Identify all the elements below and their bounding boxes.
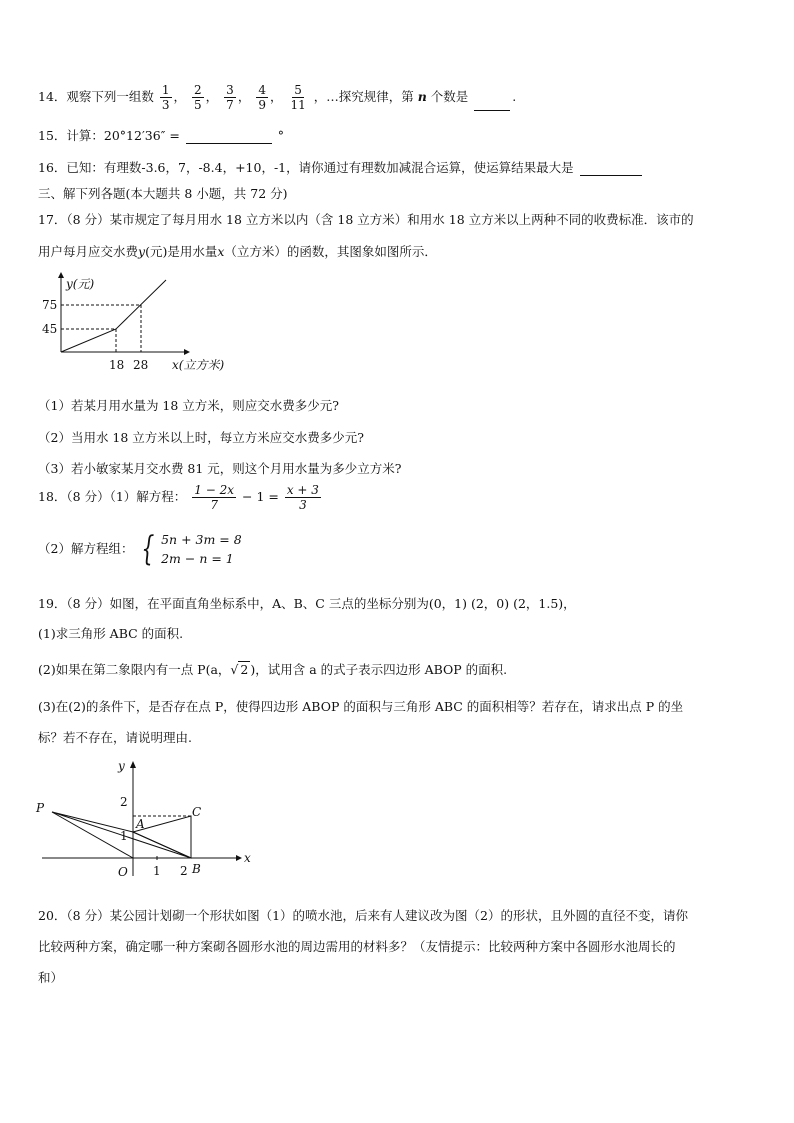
q18-equation-system: { 5n + 3m = 8 2m − n = 1 bbox=[141, 529, 242, 570]
q17-sub-1: （1）若某月用水量为 18 立方米，则应交水费多少元? bbox=[38, 398, 340, 413]
q14-fraction-1: $\frac{1}{3}$ bbox=[161, 83, 170, 112]
q17-water-fee-graph bbox=[36, 270, 256, 380]
label-A: A bbox=[136, 817, 145, 831]
label-y: y bbox=[118, 759, 125, 773]
y-axis-arrow bbox=[58, 272, 64, 278]
tick-label-x2: 2 bbox=[180, 864, 188, 878]
q19-line-1: 19．（8 分）如图，在平面直角坐标系中，A、B、C 三点的坐标分别为(0，1) (2，0) (2，1.5)， bbox=[38, 596, 576, 611]
x-axis-label: x(立方米) bbox=[172, 358, 225, 372]
y-axis-arrow bbox=[130, 761, 136, 768]
x-axis-arrow bbox=[236, 855, 242, 861]
q14-fraction-5: $\frac{5}{11}$ bbox=[290, 83, 306, 112]
q17-line-2: 用户每月应交水费y(元)是用水量x（立方米）的函数，其图象如图所示． bbox=[38, 244, 437, 259]
q20-line-3: 和） bbox=[38, 970, 64, 985]
answer-blank[interactable] bbox=[186, 142, 272, 144]
question-15: 15．计算：20°12′36″ = ° bbox=[38, 128, 285, 143]
x-axis-arrow bbox=[184, 349, 190, 355]
label-x: x bbox=[244, 851, 251, 865]
q14-fraction-3: $\frac{3}{7}$ bbox=[226, 83, 234, 112]
q17-line-1: 17．（8 分）某市规定了每月用水 18 立方米以内（含 18 立方米）和用水 18 立方米以上两种不同的收费标准．该市的 bbox=[38, 212, 694, 227]
y-tick-45: 45 bbox=[42, 322, 58, 336]
q18-fraction-1: $\frac{1 - 2x}{7}$ bbox=[194, 483, 235, 512]
q18-fraction-2: $\frac{x + 3}{3}$ bbox=[286, 483, 319, 512]
tick-label-y1: 1 bbox=[120, 829, 128, 843]
q17-sub-2: （2）当用水 18 立方米以上时，每立方米应交水费多少元? bbox=[38, 430, 365, 445]
q19-coordinate-figure bbox=[30, 756, 260, 882]
q19-sub-3b: 标？若不存在，请说明理由. bbox=[38, 730, 192, 745]
q19-sub-2: (2)如果在第二象限内有一点 P(a，√ 2 )，试用含 a 的式子表示四边形 ABOP 的面积. bbox=[38, 662, 508, 677]
label-P: P bbox=[36, 801, 45, 815]
label-B: B bbox=[192, 862, 201, 876]
question-18-part-1: 18．（8 分）（1）解方程： $\frac{1 - 2x}{7}$ − 1 = $\frac{x + 3}{3}$ bbox=[38, 483, 319, 512]
q14-fraction-2: $\frac{2}{5}$ bbox=[194, 83, 202, 112]
label-O: O bbox=[118, 865, 128, 879]
section-heading: 三、解下列各题(本大题共 8 小题，共 72 分) bbox=[38, 186, 288, 201]
q17-sub-3: （3）若小敏家某月交水费 81 元，则这个月用水量为多少立方米? bbox=[38, 461, 402, 476]
y-axis-label: y(元) bbox=[66, 277, 95, 291]
question-18-part-2: （2）解方程组： { 5n + 3m = 8 2m − n = 1 bbox=[38, 529, 242, 570]
q14-fraction-4: $\frac{4}{9}$ bbox=[258, 83, 266, 112]
answer-blank[interactable] bbox=[580, 174, 642, 176]
q19-sub-3a: (3)在(2)的条件下，是否存在点 P，使得四边形 ABOP 的面积与三角形 ABC 的面积相等？若存在，请求出点 P 的坐 bbox=[38, 699, 684, 714]
y-tick-75: 75 bbox=[42, 298, 58, 312]
tick-label-x1: 1 bbox=[153, 864, 161, 878]
answer-blank[interactable] bbox=[474, 109, 510, 111]
tick-label-y2: 2 bbox=[120, 795, 128, 809]
x-tick-18: 18 bbox=[109, 358, 125, 372]
question-16: 16．已知：有理数-3.6，7，-8.4，+10，-1，请你通过有理数加减混合运算，使运算结果最大是 bbox=[38, 158, 644, 176]
question-14: 14．观察下列一组数 $\frac{1}{3}$ ， $\frac{2}{5}$ ， $\frac{3}{7}$ ， $\frac{4}{9}$ ， $\frac{5}{11}$ ，…探究规律，第 n 个数是 . bbox=[38, 83, 517, 112]
q20-line-2: 比较两种方案，确定哪一种方案砌各圆形水池的周边需用的材料多？（友情提示：比较两种方案中各圆形水池周长的 bbox=[38, 939, 676, 954]
q20-line-1: 20．（8 分）某公园计划砌一个形状如图（1）的喷水池，后来有人建议改为图（2）的形状，且外圆的直径不变，请你 bbox=[38, 908, 688, 923]
q19-sub-1: (1)求三角形 ABC 的面积. bbox=[38, 626, 184, 641]
q14-prefix: 14．观察下列一组数 bbox=[38, 89, 154, 104]
x-tick-28: 28 bbox=[133, 358, 149, 372]
label-C: C bbox=[192, 805, 202, 819]
